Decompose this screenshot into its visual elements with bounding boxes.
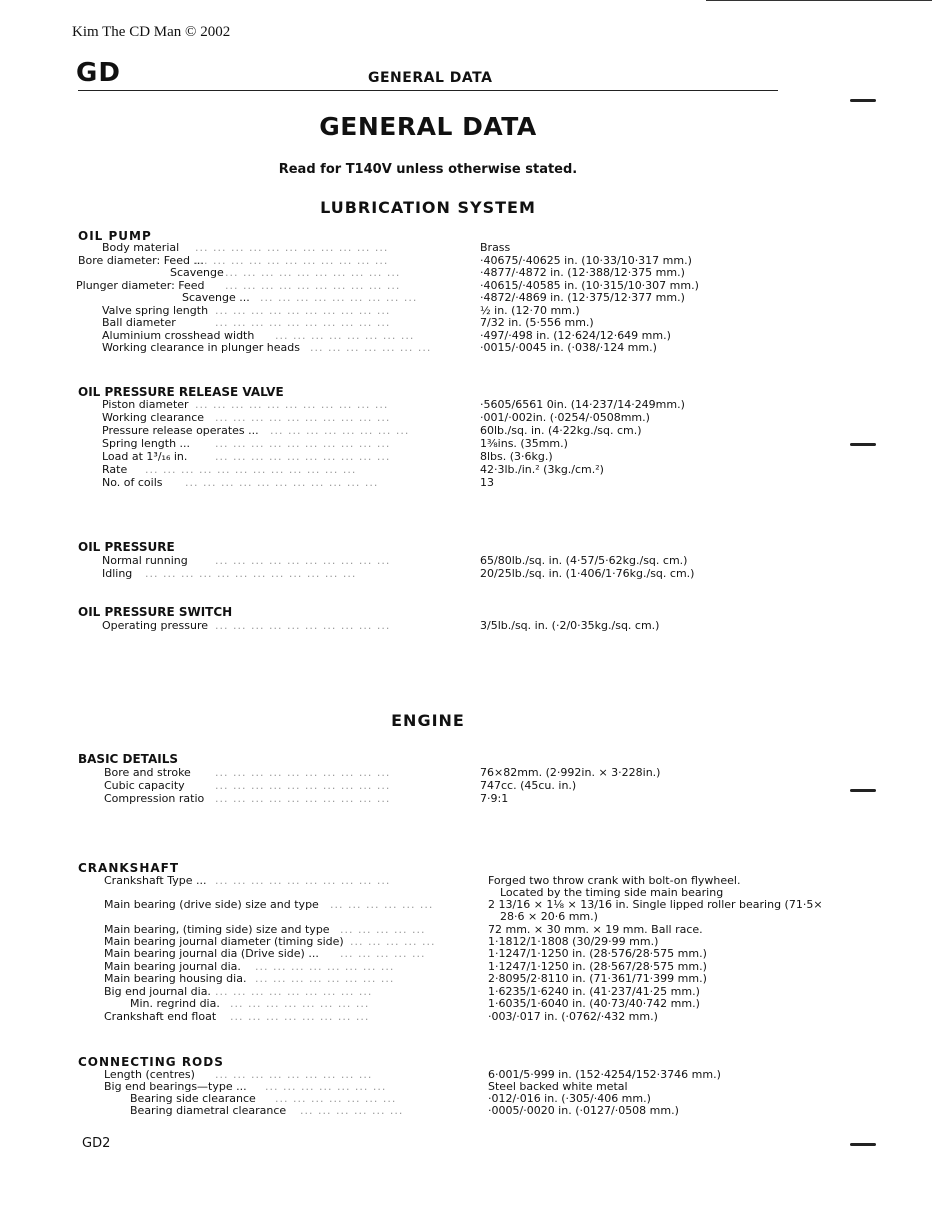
spec-value: ·4872/·4869 in. (12·375/12·377 mm.) <box>480 291 685 304</box>
spec-value: ·003/·017 in. (·0762/·432 mm.) <box>488 1010 658 1023</box>
spec-label: Rate <box>102 463 128 476</box>
spec-value: 1⅜ins. (35mm.) <box>480 437 568 450</box>
dot-leader: ... ... ... ... ... ... ... ... ... <box>260 291 418 304</box>
spec-row <box>0 450 932 463</box>
dot-leader: ... ... ... ... ... <box>340 923 426 936</box>
spec-value: 13 <box>480 476 494 489</box>
dot-leader: ... ... ... ... ... ... ... ... ... ... <box>225 266 401 279</box>
group-title-basic-details: BASIC DETAILS <box>78 752 178 766</box>
spec-label: Crankshaft end float <box>104 1010 217 1023</box>
page-title: GENERAL DATA <box>319 112 537 141</box>
spec-row <box>0 341 932 354</box>
spec-label: Plunger diameter: Feed <box>76 279 205 292</box>
spec-label: Min. regrind dia. <box>130 997 220 1010</box>
spec-label: Scavenge <box>170 266 224 279</box>
spec-row <box>0 947 932 960</box>
spec-value: 7·9:1 <box>480 792 509 805</box>
spec-value: ·001/·002in. (·0254/·0508mm.) <box>480 411 650 424</box>
spec-label: Main bearing housing dia. <box>104 972 247 985</box>
spec-row <box>0 766 932 779</box>
dot-leader: ... ... ... ... ... ... ... ... ... ... <box>215 554 391 567</box>
header-rule <box>78 90 778 91</box>
group-title-oil-pressure: OIL PRESSURE <box>78 540 175 554</box>
spec-value: 2·8095/2·8110 in. (71·361/71·399 mm.) <box>488 972 707 985</box>
spec-row <box>0 619 932 632</box>
dot-leader: ... ... ... ... ... <box>340 947 426 960</box>
spec-row <box>0 779 932 792</box>
spec-value: ·497/·498 in. (12·624/12·649 mm.) <box>480 329 671 342</box>
binding-mark <box>850 1143 876 1146</box>
spec-value: 747cc. (45cu. in.) <box>480 779 577 792</box>
spec-label: No. of coils <box>102 476 163 489</box>
spec-label: Body material <box>102 241 180 254</box>
spec-value: 20/25lb./sq. in. (1·406/1·76kg./sq. cm.) <box>480 567 695 580</box>
section-code: GD <box>76 58 121 88</box>
group-title-crankshaft: CRANKSHAFT <box>78 861 180 875</box>
spec-value: 8lbs. (3·6kg.) <box>480 450 553 463</box>
spec-label: Compression ratio <box>104 792 205 805</box>
page-subtitle: Read for T140V unless otherwise stated. <box>278 162 578 177</box>
copyright-note: Kim The CD Man © 2002 <box>72 24 231 40</box>
spec-row <box>0 266 932 279</box>
spec-label: Big end bearings—type ... <box>104 1080 247 1093</box>
spec-label: Scavenge ... <box>182 291 250 304</box>
dot-leader: ... ... ... ... ... ... ... ... ... ... <box>215 766 391 779</box>
dot-leader: ... ... ... ... ... ... ... ... ... ... <box>215 316 391 329</box>
spec-label: Spring length ... <box>102 437 191 450</box>
spec-row <box>0 411 932 424</box>
spec-value: ·0015/·0045 in. (·038/·124 mm.) <box>480 341 657 354</box>
dot-leader: ... ... ... ... ... ... ... ... ... ... <box>215 619 391 632</box>
spec-row <box>0 241 932 254</box>
dot-leader: ... ... ... ... ... ... ... ... ... ... ... <box>195 241 389 254</box>
spec-row <box>0 316 932 329</box>
spec-label: Working clearance <box>102 411 205 424</box>
spec-value: ·0005/·0020 in. (·0127/·0508 mm.) <box>488 1104 679 1117</box>
spec-value: Forged two throw crank with bolt-on flywheel. <box>488 874 741 887</box>
dot-leader: ... ... ... ... ... <box>350 935 436 948</box>
spec-row <box>0 398 932 411</box>
spec-value: 1·1247/1·1250 in. (28·567/28·575 mm.) <box>488 960 707 973</box>
spec-row <box>0 463 932 476</box>
spec-value: ·5605/6561 0in. (14·237/14·249mm.) <box>480 398 685 411</box>
group-title-connecting-rods: CONNECTING RODS <box>78 1055 224 1069</box>
group-title-oil-pump: OIL PUMP <box>78 229 152 243</box>
spec-label: Load at 1³/₁₆ in. <box>102 450 188 463</box>
spec-value: 1·6035/1·6040 in. (40·73/40·742 mm.) <box>488 997 700 1010</box>
spec-row <box>0 476 932 489</box>
spec-value: ·012/·016 in. (·305/·406 mm.) <box>488 1092 651 1105</box>
spec-row <box>0 792 932 805</box>
dot-leader: ... ... ... ... ... ... ... ... ... ... <box>225 279 401 292</box>
running-header-title: GENERAL DATA <box>368 70 493 86</box>
spec-value: 76×82mm. (2·992in. × 3·228in.) <box>480 766 661 779</box>
page-number: GD2 <box>82 1136 111 1151</box>
dot-leader: ... ... ... ... ... ... ... ... ... ... <box>215 874 391 887</box>
spec-label: Bore diameter: Feed ... <box>78 254 204 267</box>
dot-leader: ... ... ... ... ... ... <box>330 898 434 911</box>
spec-label: Bearing diametral clearance <box>130 1104 287 1117</box>
dot-leader: ... ... ... ... ... ... ... <box>310 341 432 354</box>
spec-label: Main bearing, (timing side) size and type <box>104 923 330 936</box>
dot-leader: ... ... ... ... ... ... ... <box>265 1080 387 1093</box>
spec-label: Big end journal dia. <box>104 985 211 998</box>
dot-leader: ... ... ... ... ... ... ... ... ... ... <box>215 304 391 317</box>
spec-label: Main bearing journal dia (Drive side) ... <box>104 947 319 960</box>
spec-value: 42·3lb./in.² (3kg./cm.²) <box>480 463 604 476</box>
dot-leader: ... ... ... ... ... ... ... ... ... ... ... ... <box>145 463 357 476</box>
dot-leader: ... ... ... ... ... ... ... ... ... <box>215 985 373 998</box>
spec-value: 3/5lb./sq. in. (·2/0·35kg./sq. cm.) <box>480 619 660 632</box>
spec-row <box>0 997 932 1010</box>
spec-label: Pressure release operates ... <box>102 424 259 437</box>
spec-row <box>0 972 932 985</box>
dot-leader: ... ... ... ... ... ... ... ... <box>270 424 410 437</box>
spec-value: ·40675/·40625 in. (10·33/10·317 mm.) <box>480 254 692 267</box>
dot-leader: ... ... ... ... ... ... ... ... ... ... ... <box>195 398 389 411</box>
dot-leader: ... ... ... ... ... ... ... ... ... ... <box>215 450 391 463</box>
spec-value: Steel backed white metal <box>488 1080 628 1093</box>
binding-mark <box>850 99 876 102</box>
spec-value: 60lb./sq. in. (4·22kg./sq. cm.) <box>480 424 642 437</box>
spec-label: Cubic capacity <box>104 779 185 792</box>
dot-leader: ... ... ... ... ... ... <box>300 1104 404 1117</box>
binding-mark <box>850 789 876 792</box>
dot-leader: ... ... ... ... ... ... ... ... ... <box>215 1068 373 1081</box>
spec-label: Main bearing journal dia. <box>104 960 241 973</box>
spec-value: ·4877/·4872 in. (12·388/12·375 mm.) <box>480 266 685 279</box>
spec-value: 7/32 in. (5·556 mm.) <box>480 316 594 329</box>
spec-row <box>0 567 932 580</box>
spec-value: 2 13/16 × 1⅛ × 13/16 in. Single lipped roller bearing (71·5× <box>488 898 823 911</box>
spec-row <box>0 291 932 304</box>
spec-label: Main bearing journal diameter (timing side) <box>104 935 344 948</box>
spec-label: Crankshaft Type ... <box>104 874 207 887</box>
spec-label: Working clearance in plunger heads <box>102 341 300 354</box>
spec-label: Bearing side clearance <box>130 1092 256 1105</box>
spec-value: 65/80lb./sq. in. (4·57/5·62kg./sq. cm.) <box>480 554 688 567</box>
spec-value: ·40615/·40585 in. (10·315/10·307 mm.) <box>480 279 699 292</box>
dot-leader: ... ... ... ... ... ... ... ... ... ... ... ... <box>145 567 357 580</box>
spec-value: 1·6235/1·6240 in. (41·237/41·25 mm.) <box>488 985 700 998</box>
spec-row <box>0 1010 932 1023</box>
dot-leader: ... ... ... ... ... ... ... ... ... ... ... <box>185 476 379 489</box>
spec-row <box>0 910 932 923</box>
spec-label: Bore and stroke <box>104 766 191 779</box>
dot-leader: ... ... ... ... ... ... ... ... <box>255 972 395 985</box>
spec-label: Idling <box>102 567 133 580</box>
binding-mark <box>850 443 876 446</box>
dot-leader: ... ... ... ... ... ... ... ... ... ... <box>215 779 391 792</box>
spec-value: Brass <box>480 241 511 254</box>
spec-value: 72 mm. × 30 mm. × 19 mm. Ball race. <box>488 923 703 936</box>
spec-label: Operating pressure <box>102 619 209 632</box>
dot-leader: ... ... ... ... ... ... ... ... <box>275 329 415 342</box>
spec-label: Piston diameter <box>102 398 189 411</box>
spec-value: 1·1812/1·1808 (30/29·99 mm.) <box>488 935 659 948</box>
section-title-engine: ENGINE <box>391 711 465 730</box>
dot-leader: ... ... ... ... ... ... ... ... <box>255 960 395 973</box>
spec-row <box>0 1104 932 1117</box>
spec-label: Main bearing (drive side) size and type <box>104 898 319 911</box>
spec-label: Length (centres) <box>104 1068 195 1081</box>
dot-leader: ... ... ... ... ... ... ... ... ... ... <box>215 792 391 805</box>
dot-leader: ... ... ... ... ... ... ... ... <box>230 997 370 1010</box>
spec-value-continued: 28·6 × 20·6 mm.) <box>500 910 598 923</box>
dot-leader: ... ... ... ... ... ... ... ... <box>230 1010 370 1023</box>
top-edge-rule <box>706 0 932 1</box>
spec-value: 1·1247/1·1250 in. (28·576/28·575 mm.) <box>488 947 707 960</box>
dot-leader: ... ... ... ... ... ... ... <box>275 1092 397 1105</box>
spec-value: 6·001/5·999 in. (152·4254/152·3746 mm.) <box>488 1068 721 1081</box>
spec-label: Valve spring length <box>102 304 209 317</box>
spec-value-continued: Located by the timing side main bearing <box>500 886 724 899</box>
spec-row <box>0 437 932 450</box>
dot-leader: ... ... ... ... ... ... ... ... ... ... <box>215 437 391 450</box>
group-title-oil-pressure-release-valve: OIL PRESSURE RELEASE VALVE <box>78 385 284 399</box>
spec-value: ½ in. (12·70 mm.) <box>480 304 580 317</box>
section-title-lubrication: LUBRICATION SYSTEM <box>320 198 536 217</box>
dot-leader: ... ... ... ... ... ... ... ... ... ... ... <box>195 254 389 267</box>
spec-label: Normal running <box>102 554 188 567</box>
dot-leader: ... ... ... ... ... ... ... ... ... ... <box>215 411 391 424</box>
spec-row <box>0 424 932 437</box>
spec-label: Ball diameter <box>102 316 176 329</box>
spec-label: Aluminium crosshead width <box>102 329 255 342</box>
spec-row <box>0 554 932 567</box>
group-title-oil-pressure-switch: OIL PRESSURE SWITCH <box>78 605 233 619</box>
